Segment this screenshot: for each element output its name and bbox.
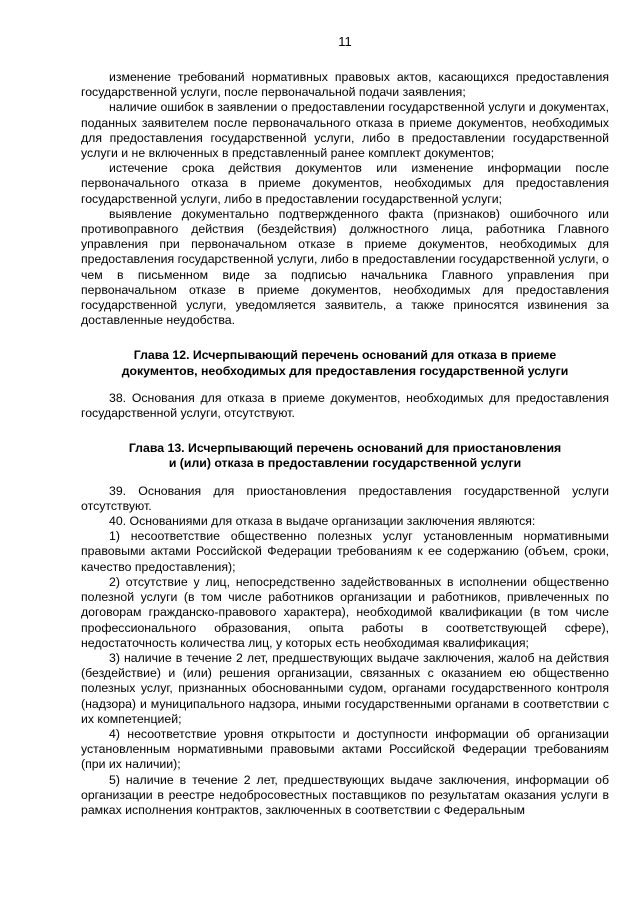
- spacer: [81, 328, 609, 348]
- list-item-5: 5) наличие в течение 2 лет, предшествующих выдаче заключения, информации об организации в реестре недобросовестных поставщиков по результатам оказания услуги в рамках исполнения контрактов, заключенных в соответствии с Федеральным: [81, 772, 609, 817]
- chapter-13-heading-line-2: и (или) отказа в предоставлении государственной услуги: [168, 456, 522, 471]
- paragraph-application-errors: наличие ошибок в заявлении о предоставлении государственной услуги и документах, поданных заявителем после первоначального отказа в приеме документов, необходимых для предоставления государственной услуги, либо в предоставлении государственной услуги и не включенных в представленный ранее комплект документов;: [81, 100, 609, 161]
- list-item-1: 1) несоответствие общественно полезных услуг установленным нормативными правовыми актами Российской Федерации требованиям к ее содержанию (объем, сроки, качество предоставления);: [81, 529, 609, 574]
- paragraph-38: 38. Основания для отказа в приеме документов, необходимых для предоставления государственной услуги, отсутствуют.: [81, 390, 609, 421]
- spacer: [81, 472, 609, 484]
- paragraph-regulation-change: изменение требований нормативных правовых актов, касающихся предоставления государственной услуги, после первоначальной подачи заявления;: [81, 70, 609, 100]
- spacer: [81, 421, 609, 441]
- chapter-12-heading-line-1: Глава 12. Исчерпывающий перечень оснований для отказа в приеме: [133, 348, 557, 363]
- document-page: [81, 34, 609, 818]
- list-item-3: 3) наличие в течение 2 лет, предшествующих выдаче заключения, жалоб на действия (бездействие) и (или) решения организации, связанных с оказанием ею общественно полезных услуг, признанных обоснованными судом, органами государственного контроля (надзора) и муниципального надзора, иными государственными органами в соответствии с их компетенцией;: [81, 650, 609, 726]
- list-item-4: 4) несоответствие уровня открытости и доступности информации об организации установленным нормативными правовыми актами Российской Федерации требованиям (при их наличии);: [81, 726, 609, 772]
- list-item-2: 2) отсутствие у лиц, непосредственно задействованных в исполнении общественно полезной услуги (в том числе работников организации и работников, привлеченных по договорам гражданско-правового характера), необходимой квалификации (в том числе профессионального образования, опыта работы в соответствующей сфере), недостаточность количества лиц, у которых есть необходимая квалификация;: [81, 574, 609, 650]
- chapter-12-heading-line-2: документов, необходимых для предоставления государственной услуги: [121, 363, 569, 378]
- page-number: 11: [338, 34, 352, 49]
- paragraph-40: 40. Основаниями для отказа в выдаче организации заключения являются:: [109, 514, 536, 529]
- paragraph-official-misconduct: выявление документально подтвержденного факта (признаков) ошибочного или противоправного действия (бездействия) должностного лица, работника Главного управления при первоначальном отказе в приеме документов, необходимых для предоставления государственной услуги, либо в предоставлении государственной услуги, о чем в письменном виде за подписью начальника Главного управления при первоначальном отказе в приеме документов, необходимых для предоставления государственной услуги, уведомляется заявитель, а также приносятся извинения за доставленные неудобства.: [81, 206, 609, 328]
- paragraph-39: 39. Основания для приостановления предоставления государственной услуги отсутствуют.: [81, 483, 609, 513]
- spacer: [81, 379, 609, 391]
- paragraph-document-expiry: истечение срока действия документов или изменение информации после первоначального отказа в приеме документов, необходимых для предоставления государственной услуги, либо в предоставлении государственной услуги;: [81, 161, 609, 206]
- chapter-13-heading-line-1: Глава 13. Исчерпывающий перечень оснований для приостановления: [128, 441, 562, 456]
